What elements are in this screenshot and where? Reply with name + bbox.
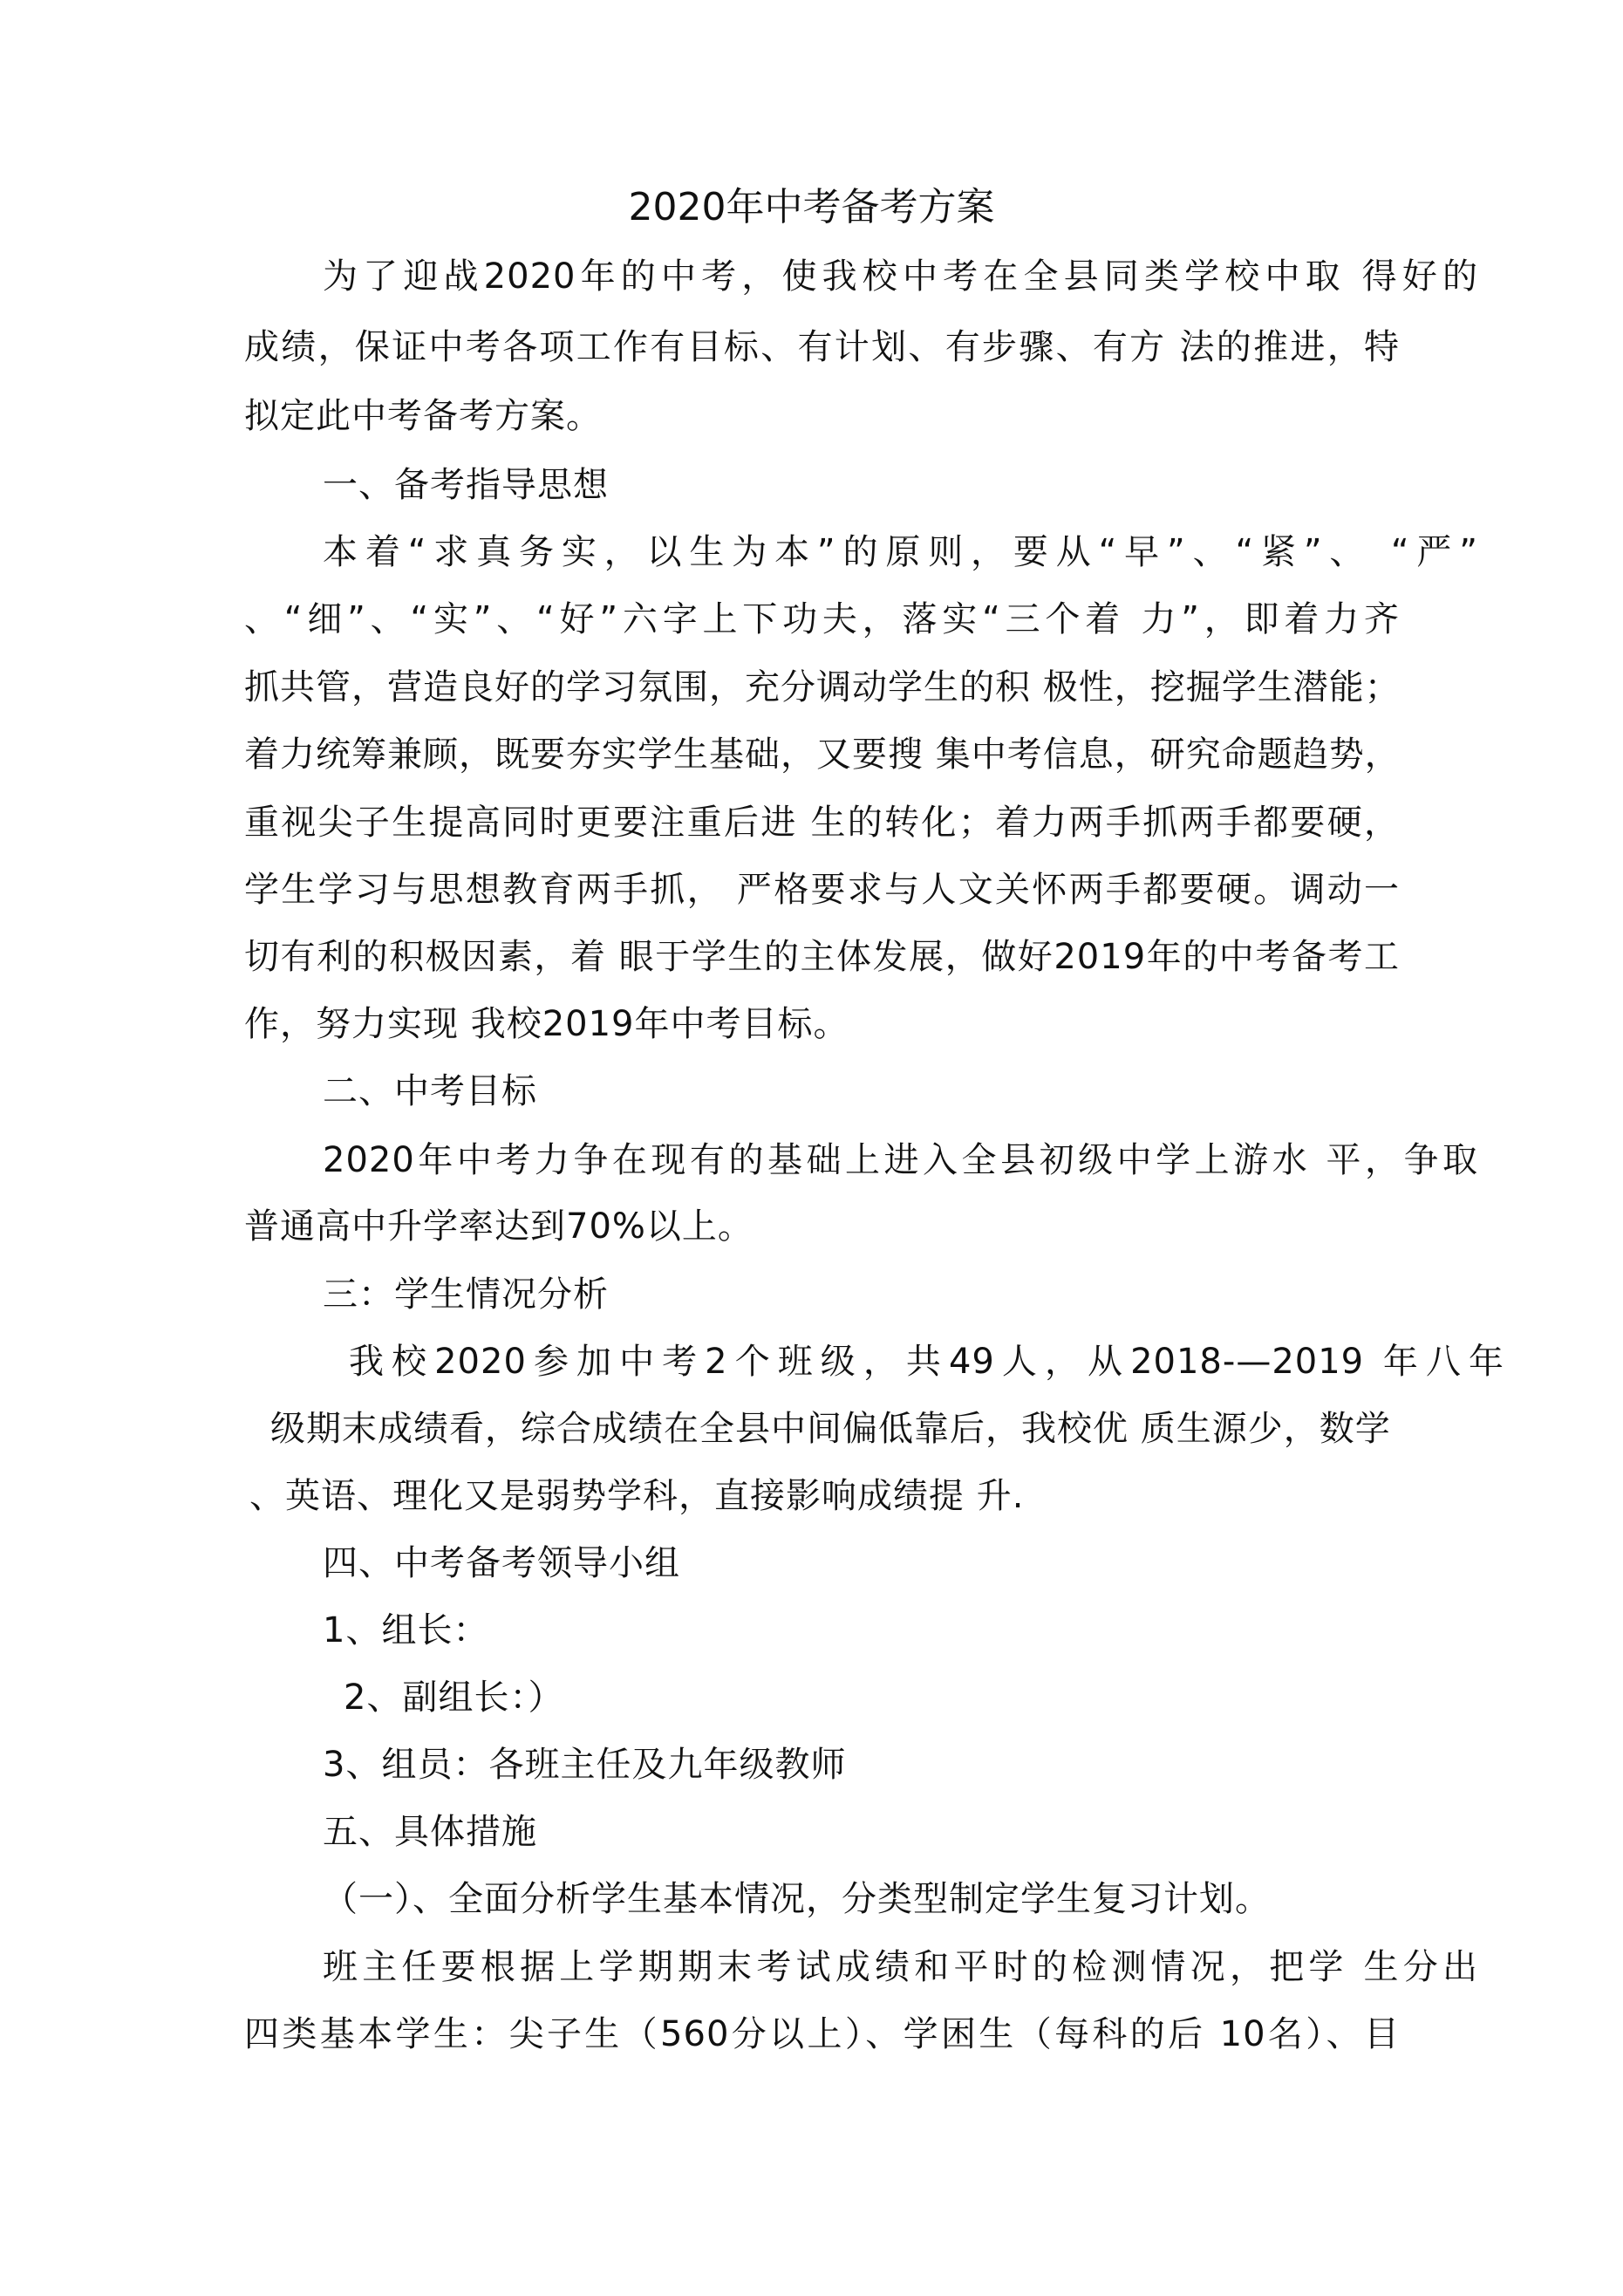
paragraph-line: 重视尖子生提高同时更要注重后进 生的转化；着力两手抓两手都要硬， <box>244 803 1400 843</box>
document-title: 2020年中考备考方案 <box>628 185 995 229</box>
section-heading: 五、具体措施 <box>323 1812 537 1852</box>
paragraph-line: 拟定此中考备考方案。 <box>244 396 602 436</box>
section-heading: 四、中考备考领导小组 <box>323 1543 680 1583</box>
paragraph-line: 级期末成绩看，综合成绩在全县中间偏低靠后，我校优 质生源少，数学 <box>270 1409 1391 1449</box>
paragraph-line: 普通高中升学率达到70%以上。 <box>244 1206 754 1247</box>
paragraph-line: 为了迎战2020年的中考，使我校中考在全县同类学校中取 得好的 <box>323 256 1478 297</box>
list-item: 2、副组长：） <box>344 1678 564 1718</box>
paragraph-line: 我校2020参加中考2个班级，共49人，从2018-—2019 年八年 <box>349 1342 1504 1382</box>
paragraph-line: 2020年中考力争在现有的基础上进入全县初级中学上游水 平，争取 <box>323 1140 1478 1180</box>
paragraph-line: 着力统筹兼顾，既要夯实学生基础，又要搜 集中考信息，研究命题趋势， <box>244 735 1401 775</box>
section-heading: 一、备考指导思想 <box>323 465 609 505</box>
paragraph-line: 成绩，保证中考各项工作有目标、有计划、有步骤、有方 法的推进，特 <box>244 327 1400 367</box>
paragraph-line: 、“细”、“实”、“好”六字上下功夫，落实“三个着 力”，即着力齐 <box>244 599 1400 639</box>
paragraph-line: 作，努力实现 我校2019年中考目标。 <box>244 1004 849 1044</box>
paragraph-line: 四类基本学生：尖子生（560分以上）、学困生（每科的后 10名）、目 <box>244 2014 1400 2054</box>
section-heading: 二、中考目标 <box>323 1071 537 1111</box>
paragraph-line: 、英语、理化又是弱势学科，直接影响成绩提 升. <box>249 1476 1025 1516</box>
paragraph-line: 抓共管，营造良好的学习氛围，充分调动学生的积 极性，挖掘学生潜能； <box>244 667 1401 707</box>
section-heading: 三：学生情况分析 <box>323 1274 609 1315</box>
list-item: 1、组长： <box>323 1610 489 1650</box>
list-item: 3、组员：各班主任及九年级教师 <box>323 1745 847 1785</box>
paragraph-line: 学生学习与思想教育两手抓， 严格要求与人文关怀两手都要硬。调动一 <box>244 870 1400 910</box>
paragraph-line: 班主任要根据上学期期末考试成绩和平时的检测情况，把学 生分出 <box>323 1947 1478 1987</box>
paragraph-line: 切有利的积极因素，着 眼于学生的主体发展，做好2019年的中考备考工 <box>244 937 1400 977</box>
subsection-heading: （一）、全面分析学生基本情况，分类型制定学生复习计划。 <box>323 1879 1271 1919</box>
paragraph-line: 本着“求真务实，以生为本”的原则，要从“早”、“紧”、 “严” <box>323 532 1478 572</box>
